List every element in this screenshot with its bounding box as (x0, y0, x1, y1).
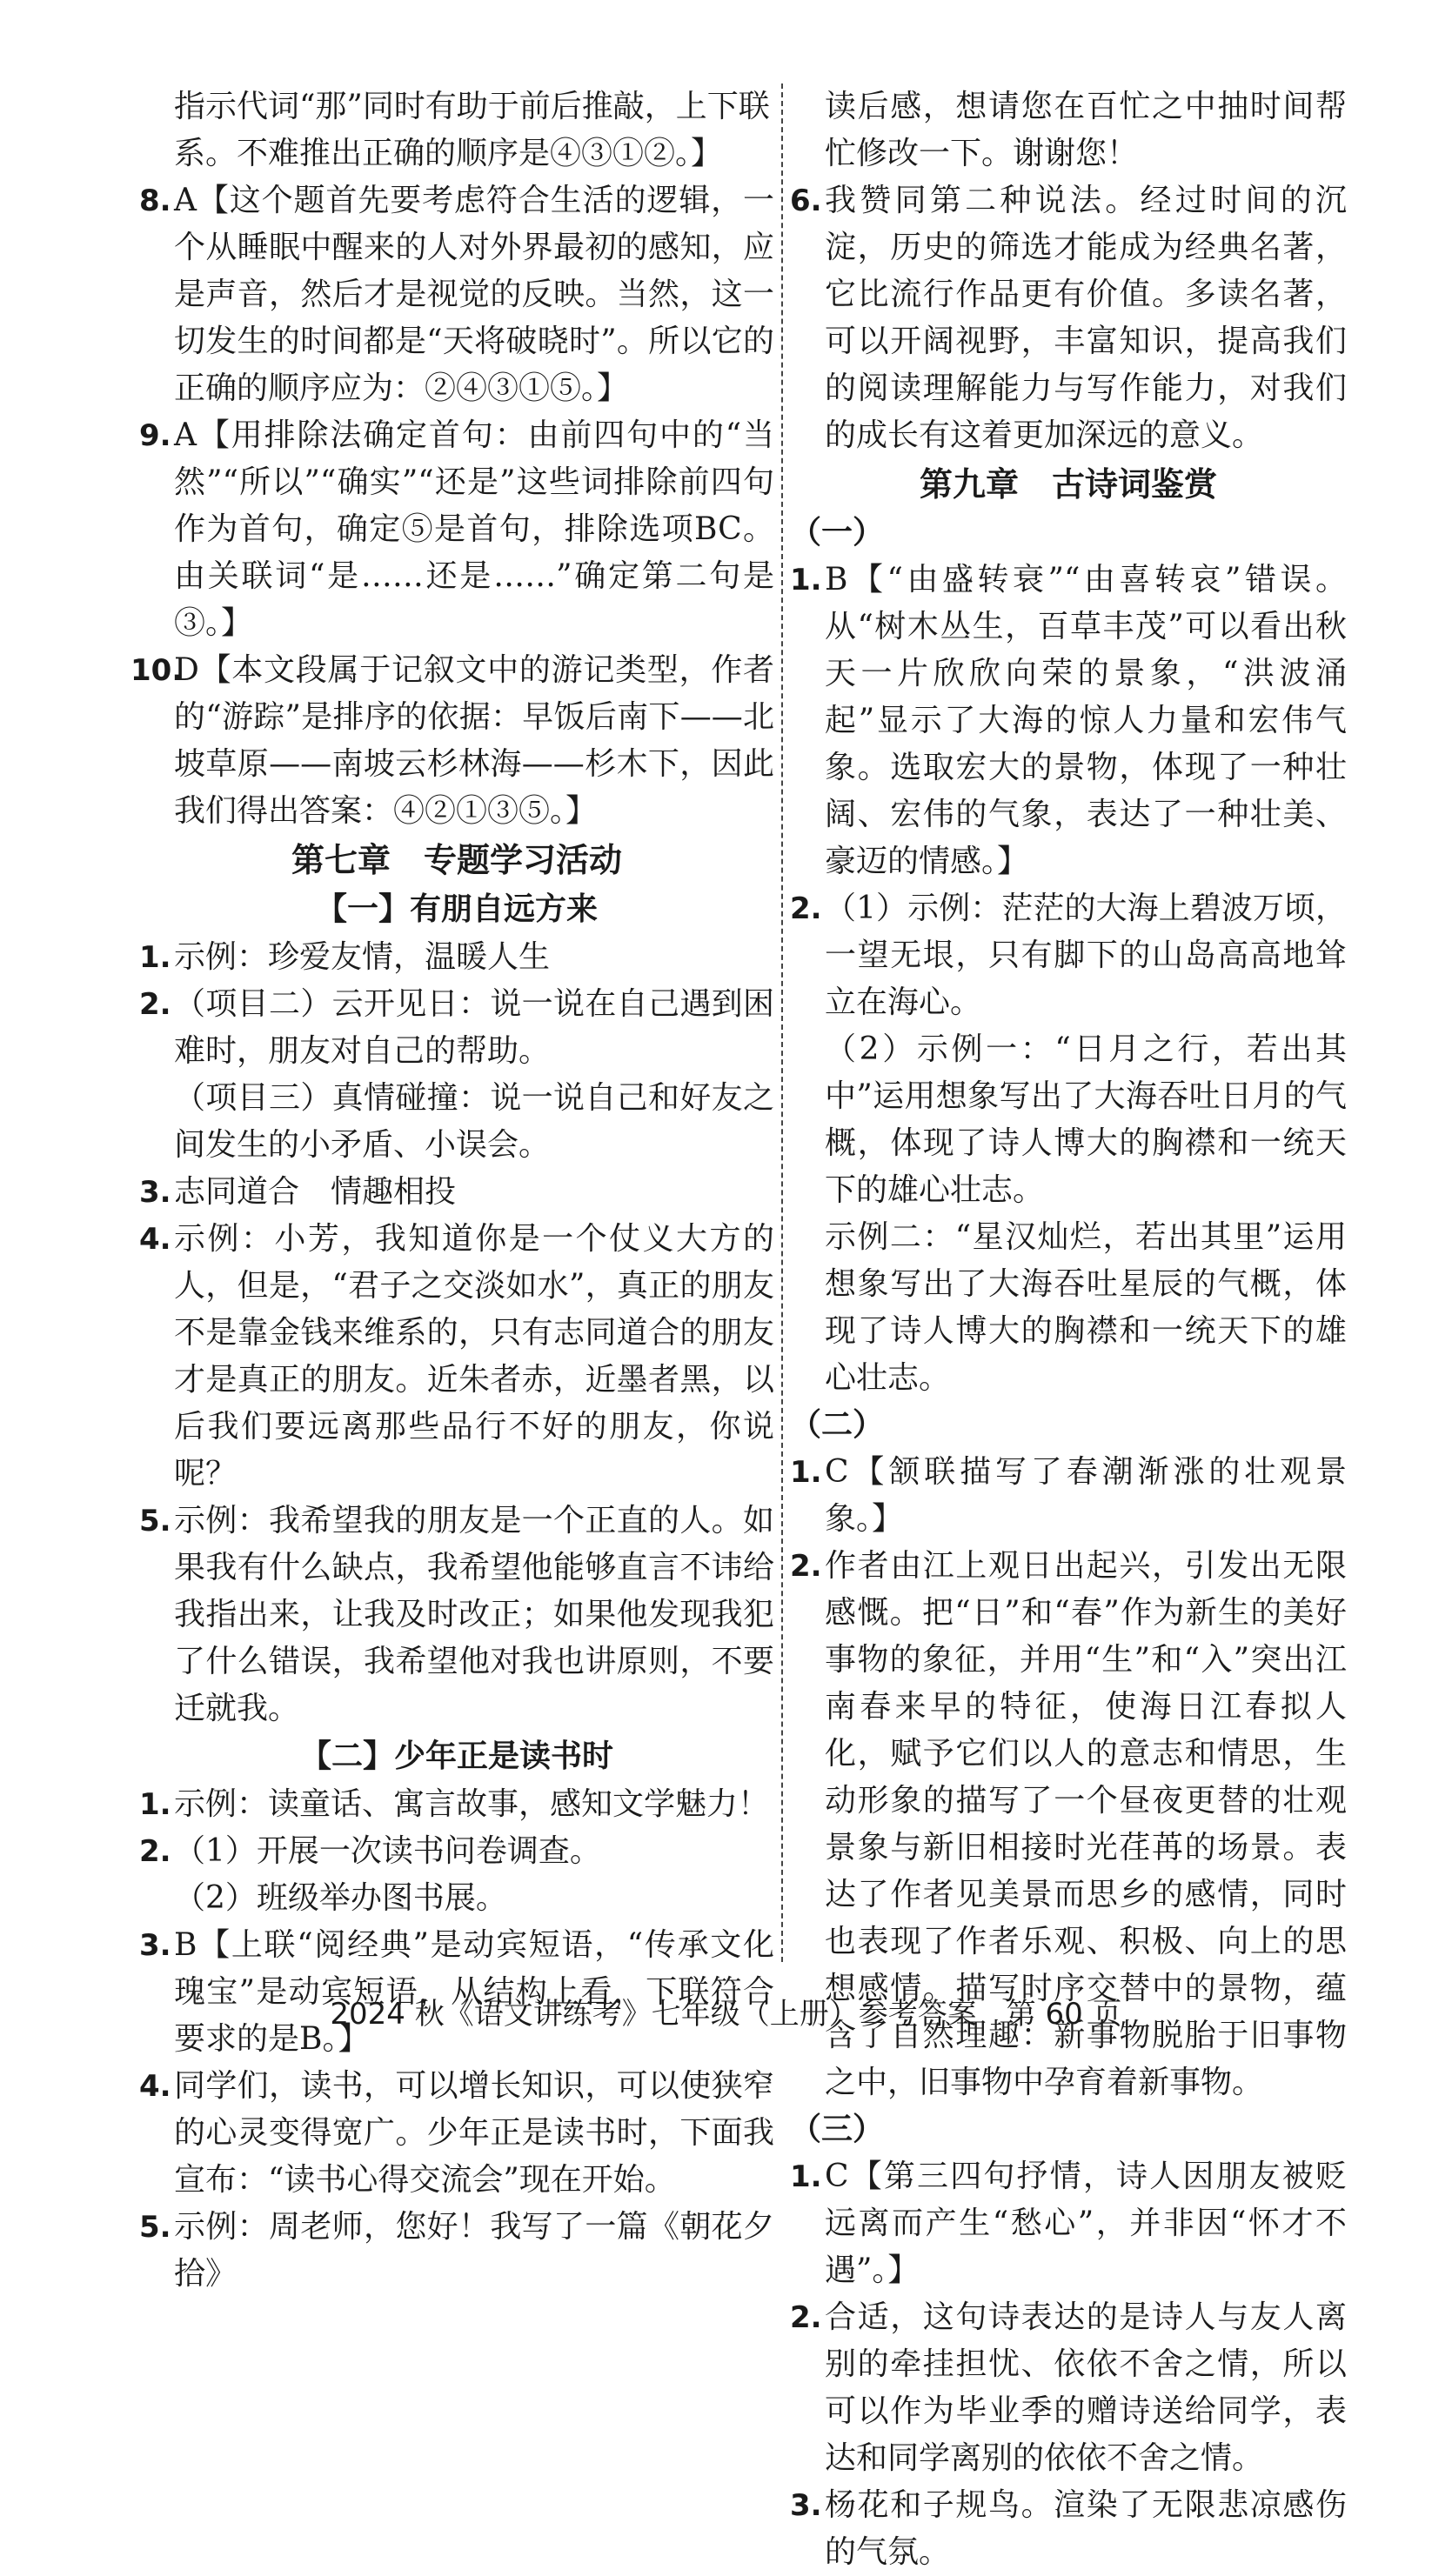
p1-answer-2 (790, 885, 1347, 1026)
answer-text: 示例：珍爱友情，温暖人生 (174, 939, 551, 975)
answer-text: B【上联“阅经典”是动宾短语，“传承文化瑰宝”是动宾短语，从结构上看，下联符合要求的是B。】 (174, 1927, 774, 2057)
answer-text: 同学们，读书，可以增长知识，可以使狭窄的心灵变得宽广。少年正是读书时，下面我宣布：“读书心得交流会”现在开始。 (174, 2068, 774, 2198)
answer-10 (130, 647, 774, 835)
chapter-7-heading: 第七章 专题学习活动 (291, 841, 622, 879)
item-number: 2. (139, 1834, 171, 1869)
answer-text: 杨花和子规鸟。渲染了无限悲凉感伤的气氛。 (825, 2487, 1347, 2570)
answer-text: D【本文段属于记叙文中的游记类型，作者的“游踪”是排序的依据：早饭后南下——北坡草原——南坡云杉林海——杉木下，因此我们得出答案：④②①③⑤。】 (174, 652, 774, 829)
paragraph: 指示代词“那”同时有助于前后推敲，上下联 (174, 89, 770, 124)
s2-answer-2 (139, 1828, 774, 1875)
s1-answer-5 (139, 1498, 774, 1732)
s2-answer-1 (139, 1781, 774, 1828)
p1-answer-2-b: （2）示例一：“日月之行，若出其中”运用想象写出了大海吞吐日月的气概，体现了诗人博大的胸襟和一统天下的雄心壮志。 (825, 1031, 1347, 1208)
item-number: 5. (139, 2210, 171, 2245)
item-number: 3. (139, 1175, 171, 1210)
item-number: 4. (139, 1222, 171, 1257)
answer-text: C【第三四句抒情，诗人因朋友被贬远离而产生“愁心”，并非因“怀才不遇”。】 (825, 2159, 1347, 2288)
item-number: 2. (790, 891, 822, 926)
s1-answer-4 (139, 1216, 774, 1498)
item-number: 4. (139, 2069, 171, 2104)
answer-6 (790, 177, 1347, 459)
page-footer: 2024 秋《语文讲练考》七年级（上册）参考答案 第 60 页 (330, 1997, 1122, 2032)
answer-text: 示例：我希望我的朋友是一个正直的人。如果我有什么缺点，我希望他能够直言不讳给我指出来，让我及时改正；如果他发现我犯了什么错误，我希望他对我也讲原则，不要迁就我。 (174, 1503, 774, 1726)
section-1-heading: 【一】有朋自远方来 (315, 891, 598, 927)
answer-text: A【这个题首先要考虑符合生活的逻辑，一个从睡眠中醒来的人对外界最初的感知，应是声音，然后才是视觉的反映。当然，这一切发生的时间都是“天将破晓时”。所以它的正确的顺序应为：②④③①⑤。】 (174, 183, 774, 406)
answer-text: 作者由江上观日出起兴，引发出无限感慨。把“日”和“春”作为新生的美好事物的象征，并用“生”和“入”突出江南春来早的特征，使海日江春拟人化，赋予它们以人的意志和情思，生动形象的描写了一个昼夜更替的壮观景象与新旧相接时光荏苒的场景。表达了作者见美景而思乡的感情，同时也表现了作者乐观、积极、向上的思想感情。描写时序交替中的景物，蕴含了自然理趣：新事物脱胎于旧事物之中，旧事物中孕育着新事物。 (825, 1548, 1347, 2100)
part-3-heading: （三） (790, 2112, 885, 2147)
item-number: 8. (139, 184, 171, 218)
item-number: 1. (139, 1787, 171, 1822)
paragraph: 读后感，想请您在百忙之中抽时间帮忙修改一下。谢谢您！ (825, 89, 1347, 171)
item-number: 9. (139, 418, 171, 453)
right-column (790, 83, 1347, 2576)
s2-answer-2-b: （2）班级举办图书展。 (174, 1880, 507, 1916)
answer-text: （1）示例：茫茫的大海上碧波万顷，一望无垠，只有脚下的山岛高高地耸立在海心。 (825, 891, 1347, 1020)
paragraph: 系。不难推出正确的顺序是④③①②。】 (174, 136, 723, 171)
p3-answer-3 (790, 2482, 1347, 2576)
left-column (130, 83, 774, 2298)
item-number: 1. (790, 1455, 822, 1490)
column-divider (781, 83, 783, 1962)
answer-text: 合适，这句诗表达的是诗人与友人离别的牵挂担忧、依依不舍之情，所以可以作为毕业季的赠诗送给同学，表达和同学离别的依依不舍之情。 (825, 2299, 1347, 2476)
item-number: 3. (139, 1928, 171, 1963)
answer-text: C【颔联描写了春潮渐涨的壮观景象。】 (825, 1454, 1347, 1537)
part-1-heading: （一） (790, 515, 885, 551)
p1-answer-2-c: 示例二：“星汉灿烂，若出其里”运用想象写出了大海吞吐星辰的气概，体现了诗人博大的胸襟和一统天下的雄心壮志。 (825, 1219, 1347, 1396)
p2-answer-1 (790, 1449, 1347, 1543)
answer-text: （1）开展一次读书问卷调查。 (174, 1833, 601, 1869)
s2-answer-5 (139, 2204, 774, 2298)
s1-answer-3 (139, 1169, 774, 1216)
answer-text: 志同道合 情趣相投 (174, 1174, 457, 1210)
p3-answer-2 (790, 2294, 1347, 2482)
s2-answer-4 (139, 2063, 774, 2204)
p3-answer-1 (790, 2153, 1347, 2294)
item-number: 1. (790, 2159, 822, 2194)
answer-text: B【“由盛转衰”“由喜转哀”错误。从“树木丛生，百草丰茂”可以看出秋天一片欣欣向荣的景象，“洪波涌起”显示了大海的惊人力量和宏伟气象。选取宏大的景物，体现了一种壮阔、宏伟的气象，表达了一种壮美、豪迈的情感。】 (825, 562, 1347, 879)
answer-text: 示例：小芳，我知道你是一个仗义大方的人，但是，“君子之交淡如水”，真正的朋友不是靠金钱来维系的，只有志同道合的朋友才是真正的朋友。近朱者赤，近墨者黑，以后我们要远离那些品行不好的朋友，你说呢？ (174, 1221, 774, 1492)
answer-8 (139, 177, 774, 412)
answer-text: （项目二）云开见日：说一说在自己遇到困难时，朋友对自己的帮助。 (174, 986, 774, 1069)
s1-answer-2-b: （项目三）真情碰撞：说一说自己和好友之间发生的小矛盾、小误会。 (174, 1080, 774, 1163)
item-number: 2. (139, 987, 171, 1022)
item-number: 2. (790, 1549, 822, 1584)
item-number: 1. (790, 563, 822, 597)
item-number: 5. (139, 1504, 171, 1538)
item-number: 1. (139, 940, 171, 975)
item-number: 6. (790, 184, 822, 218)
s1-answer-2 (139, 981, 774, 1075)
answer-9 (139, 412, 774, 647)
section-2-heading: 【二】少年正是读书时 (299, 1738, 613, 1774)
chapter-9-heading: 第九章 古诗词鉴赏 (919, 465, 1217, 504)
answer-text: 示例：周老师，您好！我写了一篇《朝花夕拾》 (174, 2209, 774, 2292)
p1-answer-1 (790, 557, 1347, 885)
answer-text: A【用排除法确定首句：由前四句中的“当然”“所以”“确实”“还是”这些词排除前四句作为首句，确定⑤是首句，排除选项BC。由关联词“是……还是……”确定第二句是③。】 (174, 417, 774, 641)
part-2-heading: （二） (790, 1407, 885, 1443)
item-number: 10. (130, 653, 184, 688)
item-number: 3. (790, 2488, 822, 2523)
item-number: 2. (790, 2300, 822, 2335)
answer-text: 示例：读童话、寓言故事，感知文学魅力！ (174, 1786, 770, 1822)
answer-text: 我赞同第二种说法。经过时间的沉淀，历史的筛选才能成为经典名著，它比流行作品更有价值。多读名著，可以开阔视野，丰富知识，提高我们的阅读理解能力与写作能力，对我们的成长有这着更加深远的意义。 (825, 183, 1347, 453)
s1-answer-1 (139, 934, 774, 981)
